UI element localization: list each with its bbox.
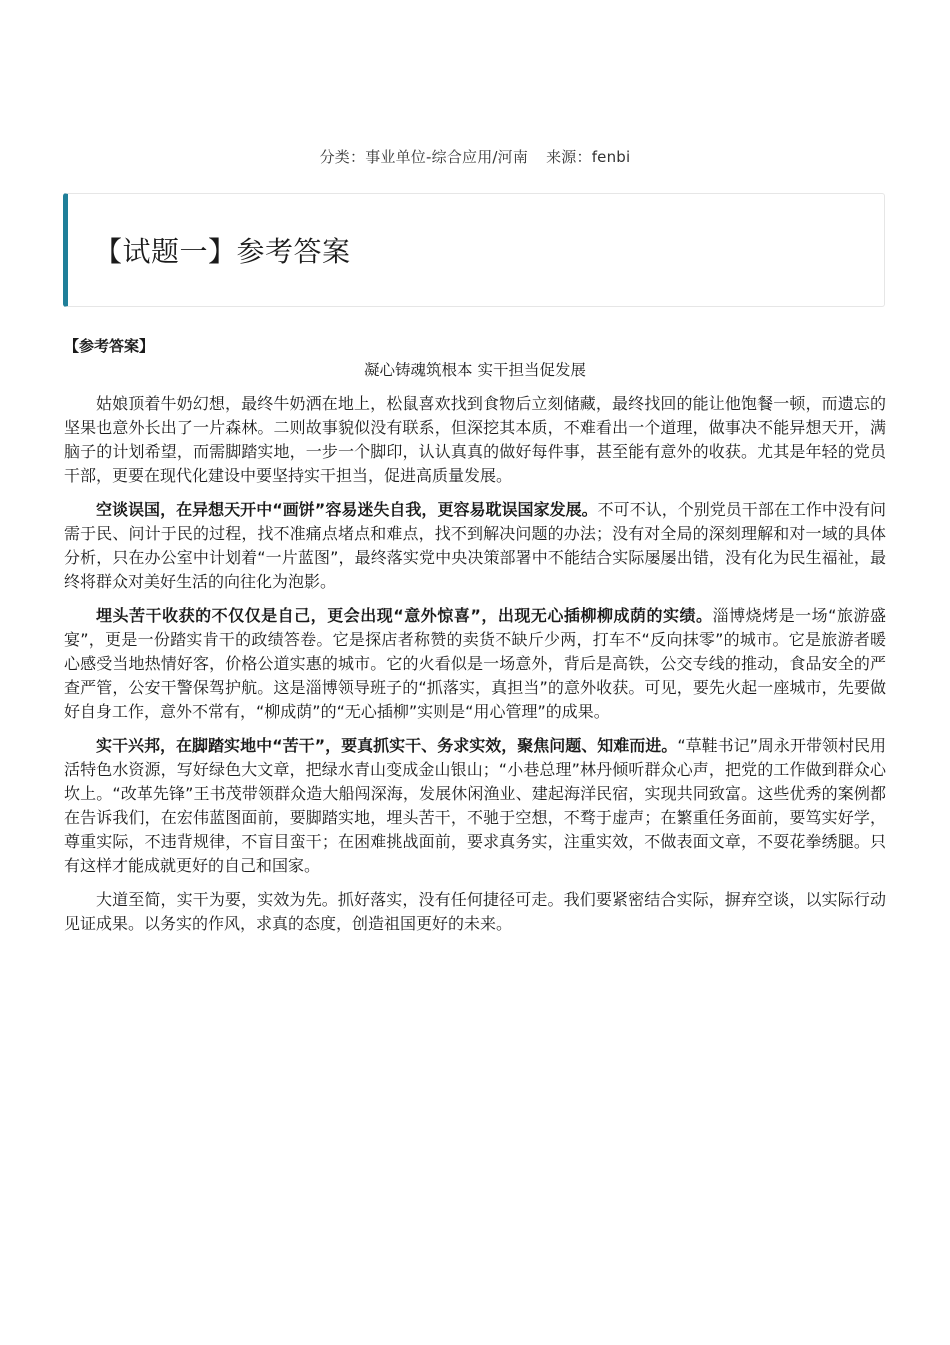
paragraph-argument-2 <box>64 604 886 724</box>
paragraph-argument-3 <box>64 734 886 878</box>
section-title: 【试题一】参考答案 <box>94 235 351 268</box>
paragraph-lead: 埋头苦干收获的不仅仅是自己，更会出现“意外惊喜”，出现无心插柳柳成荫的实绩。 <box>96 606 713 625</box>
paragraph-body: 大道至简，实干为要，实效为先。抓好落实，没有任何捷径可走。我们要紧密结合实际，摒弃空谈，以实际行动见证成果。以务实的作风，求真的态度，创造祖国更好的未来。 <box>64 890 886 933</box>
source-label: 来源： <box>546 148 592 166</box>
source-value: fenbi <box>591 148 631 166</box>
paragraph-intro <box>64 392 886 488</box>
paragraph-body: 姑娘顶着牛奶幻想，最终牛奶洒在地上，松鼠喜欢找到食物后立刻储藏，最终找回的能让他饱餐一顿，而遗忘的坚果也意外长出了一片森林。二则故事貌似没有联系，但深挖其本质，不难看出一个道理，做事决不能异想天开，满脑子的计划希望，而需脚踏实地，一步一个脚印，认认真真的做好每件事，甚至能有意外的收获。尤其是年轻的党员干部，更要在现代化建设中要坚持实干担当，促进高质量发展。 <box>64 394 886 485</box>
answer-label: 【参考答案】 <box>64 337 155 355</box>
paragraph-lead: 实干兴邦，在脚踏实地中“苦干”，要真抓实干、务求实效，聚焦问题、知难而进。 <box>96 736 678 755</box>
section-title-card <box>63 193 885 307</box>
paragraph-argument-1 <box>64 498 886 594</box>
paragraph-conclusion <box>64 888 886 936</box>
category-label: 分类： <box>319 148 366 166</box>
document-meta <box>0 146 950 167</box>
paragraph-lead: 空谈误国，在异想天开中“画饼”容易迷失自我，更容易耽误国家发展。 <box>96 500 598 519</box>
paragraph-body: 不可不认，个别党员干部在工作中没有问需于民、问计于民的过程，找不准痛点堵点和难点，找不到解决问题的办法；没有对全局的深刻理解和对一域的具体分析，只在办公室中计划着“一片蓝图”，最终落实党中央决策部署中不能结合实际屡屡出错，没有化为民生福祉，最终将群众对美好生活的向往化为泡影。 <box>64 500 886 591</box>
paragraph-body: “草鞋书记”周永开带领村民用活特色水资源，写好绿色大文章，把绿水青山变成金山银山；“小巷总理”林丹倾听群众心声，把党的工作做到群众心坎上。“改革先锋”王书茂带领群众造大船闯深海，发展休闲渔业、建起海洋民宿，实现共同致富。这些优秀的案例都在告诉我们，在宏伟蓝图面前，要脚踏实地，埋头苦干，不驰于空想，不骛于虚声；在繁重任务面前，要笃实好学，尊重实际，不违背规律，不盲目蛮干；在困难挑战面前，要求真务实，注重实效，不做表面文章，不耍花拳绣腿。只有这样才能成就更好的自己和国家。 <box>64 736 886 875</box>
answer-content <box>64 334 886 946</box>
paragraph-body: 淄博烧烤是一场“旅游盛宴”，更是一份踏实肯干的政绩答卷。它是探店者称赞的卖货不缺斤少两，打车不“反向抹零”的城市。它是旅游者暖心感受当地热情好客，价格公道实惠的城市。它的火看似是一场意外，背后是高铁，公交专线的推动，食品安全的严查严管，公安干警保驾护航。这是淄博领导班子的“抓落实，真担当”的意外收获。可见，要先火起一座城市，先要做好自身工作，意外不常有，“柳成荫”的“无心插柳”实则是“用心管理”的成果。 <box>64 606 886 721</box>
essay-title: 凝心铸魂筑根本 实干担当促发展 <box>364 361 586 379</box>
category-value: 事业单位-综合应用/河南 <box>365 148 529 166</box>
